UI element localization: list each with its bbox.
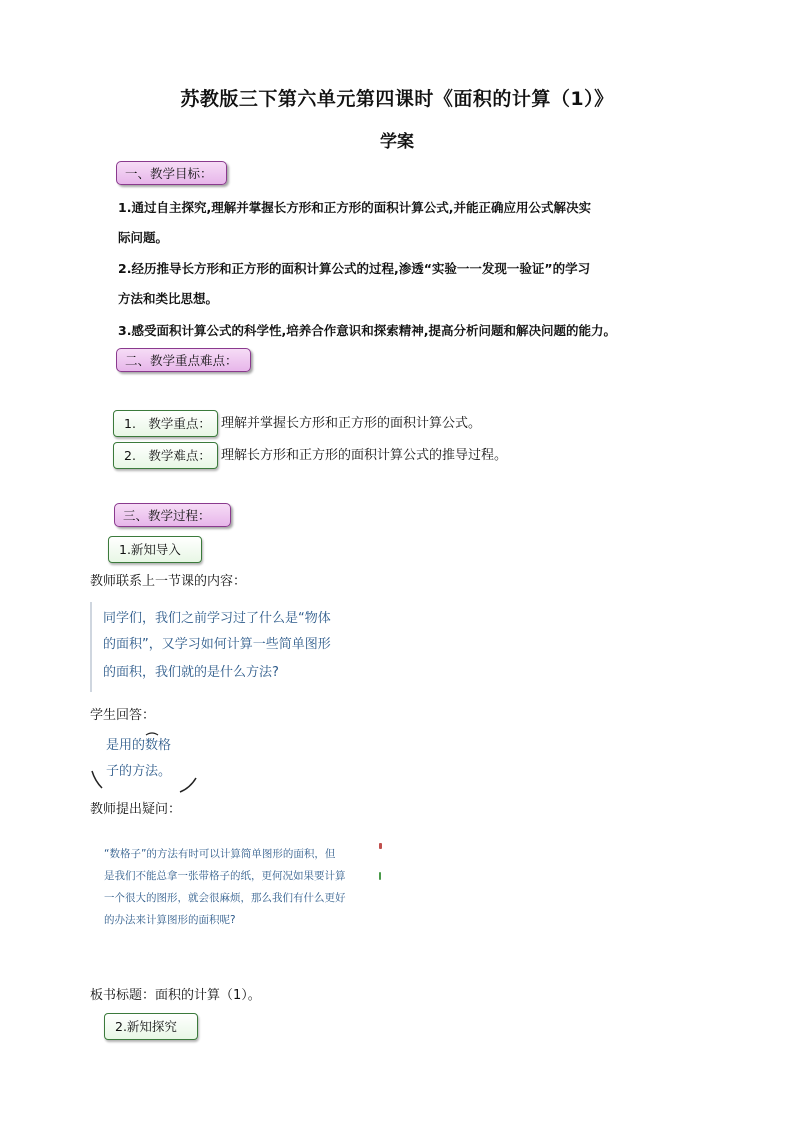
goal-line: 际问题。 (118, 230, 169, 245)
teacher-question-line: 一个很大的图形，就会很麻烦，那么我们有什么更好 (104, 892, 346, 904)
student-answer-line: 子的方法。 (106, 764, 172, 779)
goal-line: 1.通过自主探究,理解并掌握长方形和正方形的面积计算公式,并能正确应用公式解决实 (118, 200, 591, 215)
teacher-intro-text: 教师联系上一节课的内容： (90, 574, 247, 589)
page-subtitle: 学案 (380, 132, 414, 152)
quote-bar (90, 602, 92, 692)
difficult-point-label: 2. 教学难点： (113, 442, 218, 469)
board-title-text: 板书标题：面积的计算（1）。 (90, 988, 261, 1003)
key-point-text: 理解并掌握长方形和正方形的面积计算公式。 (221, 416, 482, 431)
student-answer-line: 是用的数格 (106, 738, 172, 753)
teacher-quote-line: 的面积，我们就的是什么方法? (103, 665, 279, 680)
decor-mark (379, 843, 382, 849)
student-answer-label: 学生回答： (90, 708, 156, 723)
key-point-label: 1. 教学重点： (113, 410, 218, 437)
teacher-quote-line: 同学们，我们之前学习过了什么是“物体 (103, 611, 331, 626)
section-key-points-label: 二、教学重点难点： (116, 348, 251, 372)
teacher-question-line: “数格子”的方法有时可以计算简单图形的面积，但 (104, 848, 336, 860)
goal-line: 方法和类比思想。 (118, 291, 219, 306)
difficult-point-text: 理解长方形和正方形的面积计算公式的推导过程。 (221, 448, 508, 463)
goal-line: 3.感受面积计算公式的科学性,培养合作意识和探索精神,提高分析问题和解决问题的能力。 (118, 323, 616, 338)
page-title: 苏教版三下第六单元第四课时《面积的计算（1）》 (180, 88, 614, 110)
section-process-label: 三、教学过程： (114, 503, 231, 527)
teacher-question-line: 是我们不能总拿一张带格子的纸，更何况如果要计算 (104, 870, 346, 882)
teacher-question-label: 教师提出疑问： (90, 802, 182, 817)
section-teaching-goals-label: 一、教学目标： (116, 161, 227, 185)
decor-mark (379, 872, 381, 880)
goal-line: 2.经历推导长方形和正方形的面积计算公式的过程,渗透“实验一一发现一验证”的学习 (118, 261, 591, 276)
step-new-intro-label: 1.新知导入 (108, 536, 202, 563)
step-new-explore-label: 2.新知探究 (104, 1013, 198, 1040)
teacher-quote-line: 的面积”，又学习如何计算一些简单图形 (103, 637, 331, 652)
teacher-question-line: 的办法来计算图形的面积呢? (104, 914, 236, 926)
